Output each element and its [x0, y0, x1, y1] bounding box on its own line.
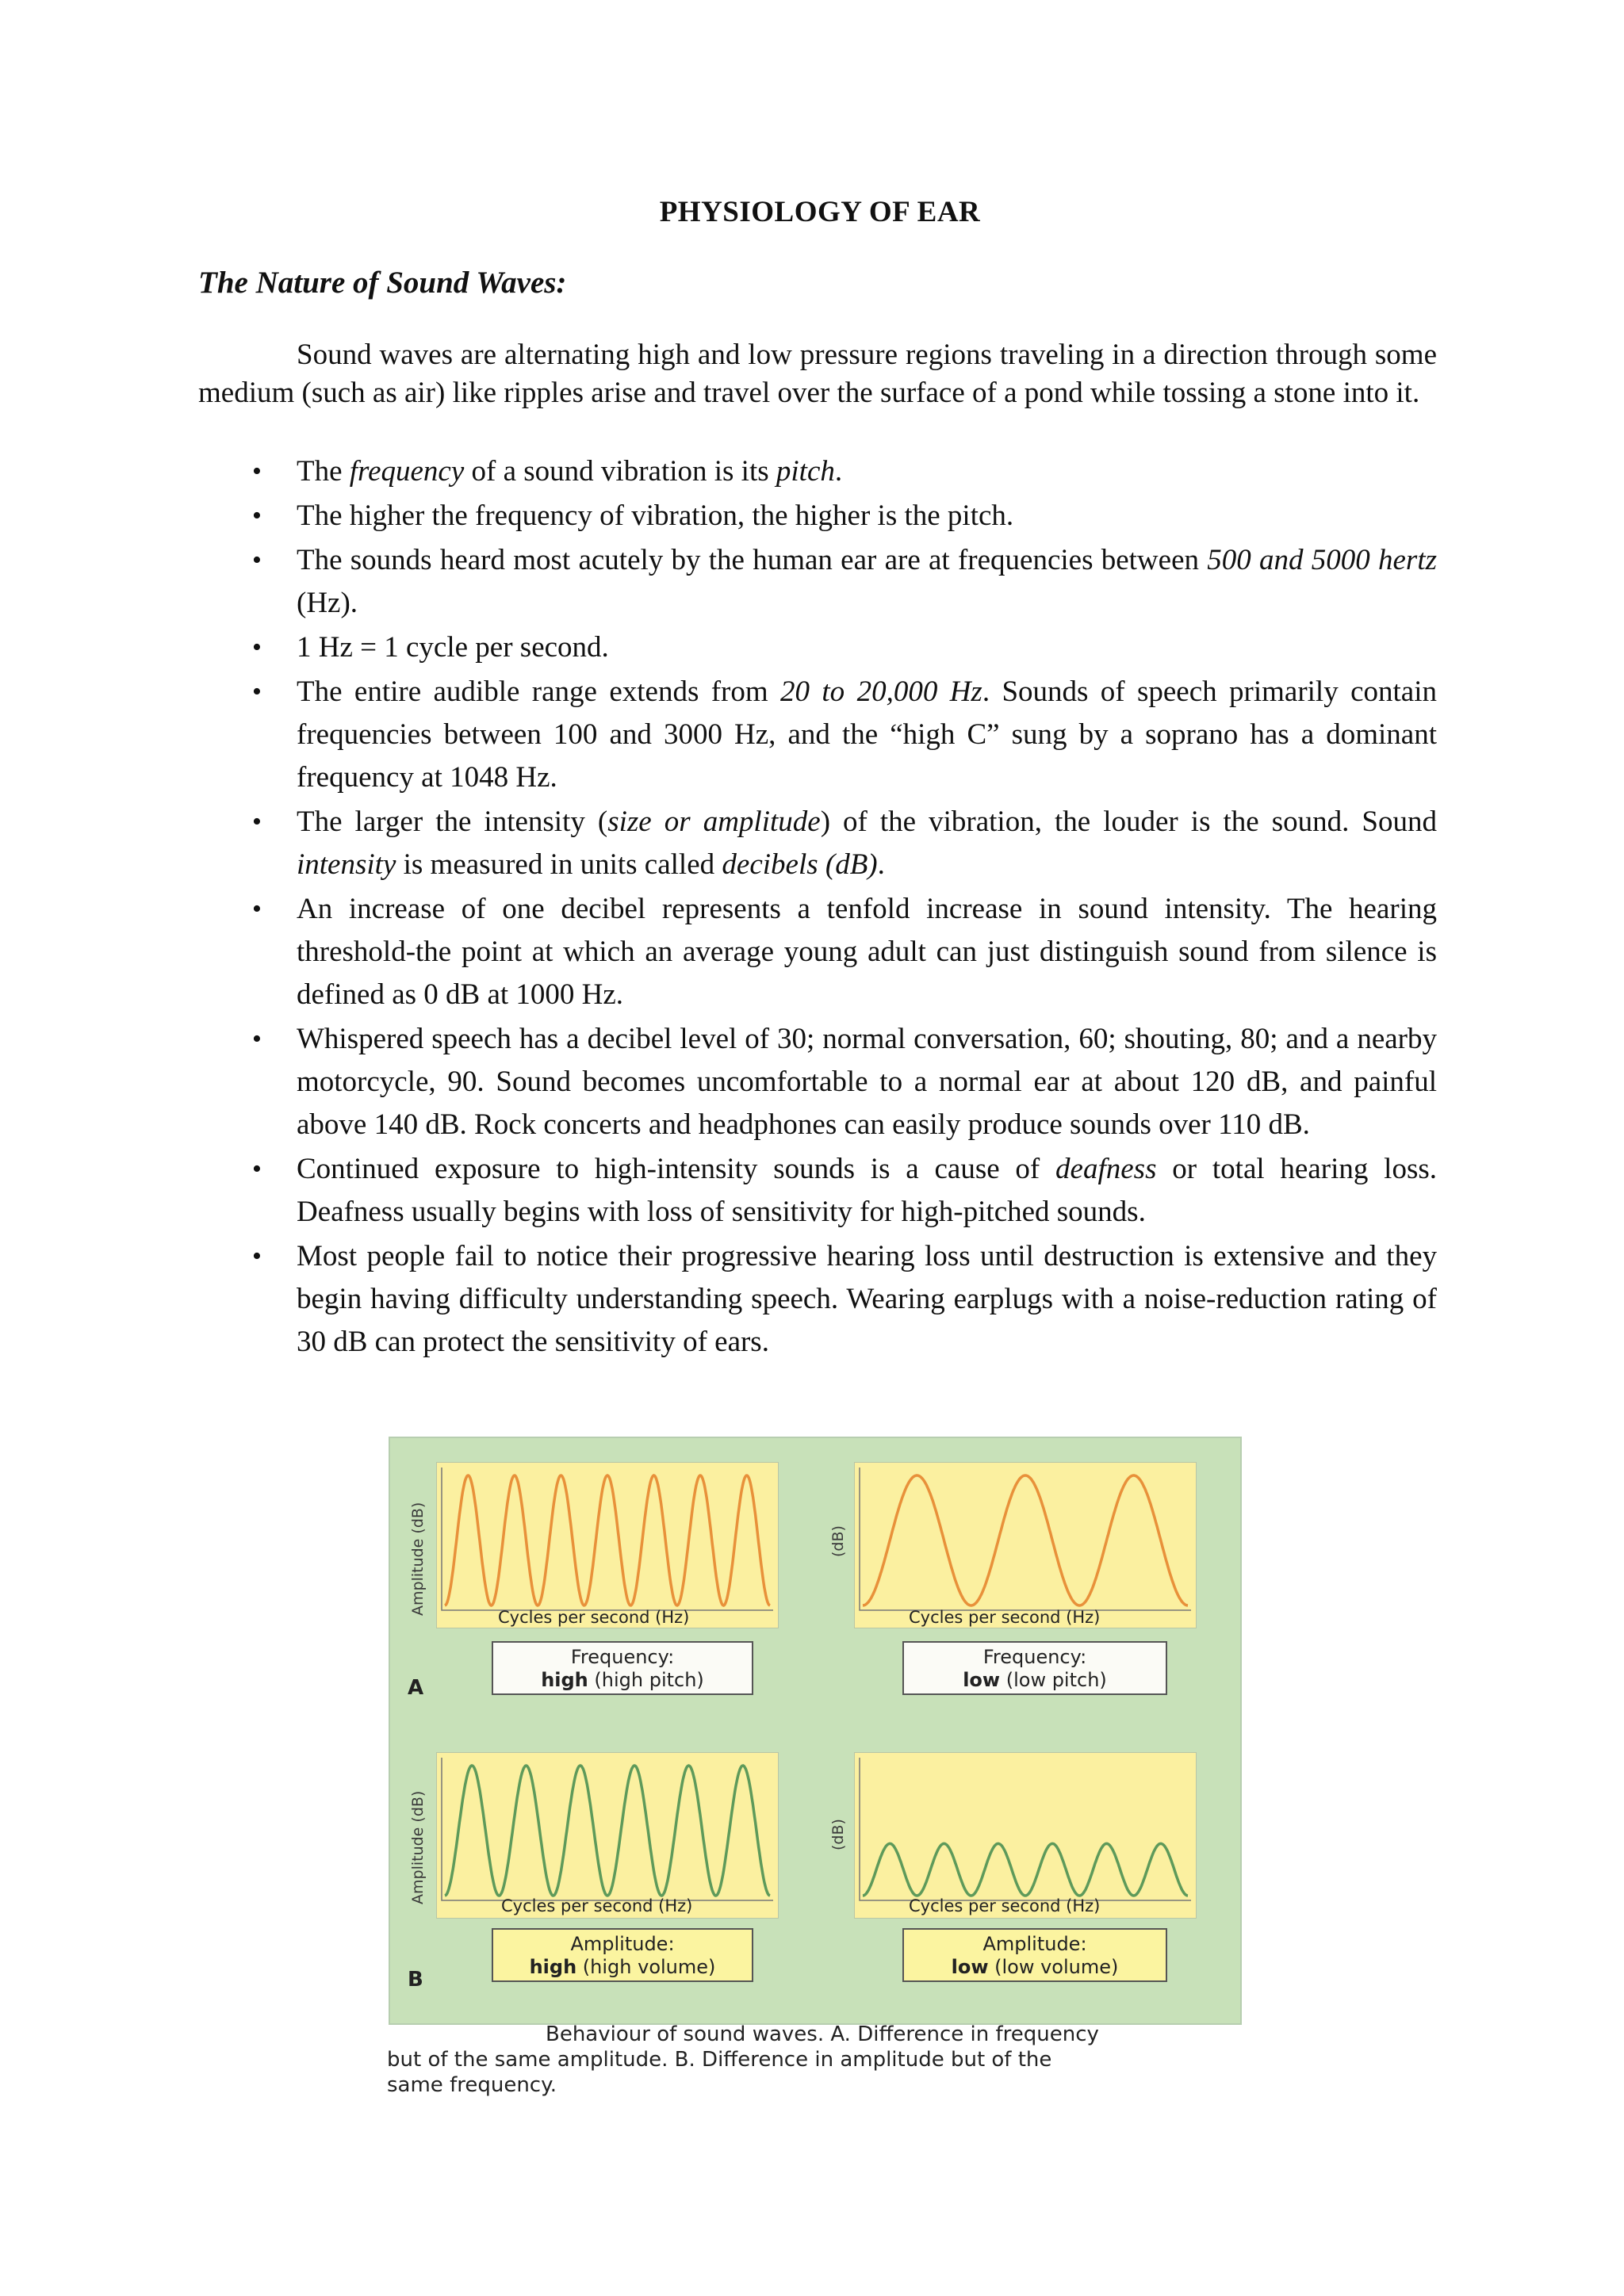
x-axis-label: Cycles per second (Hz) — [909, 1608, 1101, 1627]
caption-box-frequency-low: Frequency: low (low pitch) — [902, 1641, 1167, 1695]
page-title: PHYSIOLOGY OF EAR — [659, 196, 981, 228]
bullet-item: • The higher the frequency of vibration, the higher is the pitch. — [198, 495, 1437, 538]
plot-background — [855, 1753, 1196, 1918]
caption-box-amplitude-high: Amplitude: high (high volume) — [492, 1928, 753, 1982]
x-axis-label: Cycles per second (Hz) — [501, 1896, 693, 1915]
panel-letter-a: A — [408, 1676, 424, 1700]
wave-plot — [855, 1463, 1196, 1628]
section-heading: The Nature of Sound Waves: — [198, 266, 567, 300]
wave-panel-high-amplitude — [436, 1752, 779, 1919]
panel-letter-b: B — [408, 1968, 423, 1992]
caption-box-frequency-high: Frequency: high (high pitch) — [492, 1641, 753, 1695]
y-axis-label: (dB) — [829, 1819, 847, 1850]
caption-box-amplitude-low: Amplitude: low (low volume) — [902, 1928, 1167, 1982]
wave-plot — [855, 1753, 1196, 1918]
bullet-item: • An increase of one decibel represents a tenfold increase in sound intensity. The hearing threshold-the point at which an average young adult can just distinguish sound from silence is defined as 0 dB at 1000 Hz. — [198, 888, 1437, 1016]
bullet-item: • Most people fail to notice their progressive hearing loss until destruction is extensive and they begin having difficulty understanding speech. Wearing earplugs with a noise-reduction rating of 30 dB can protect the sensitivity of ears. — [198, 1235, 1437, 1364]
bullet-item: • Whispered speech has a decibel level of 30; normal conversation, 60; shouting, 80; and a nearby motorcycle, 90. Sound becomes uncomfortable to a normal ear at about 120 dB, and painful above 140 dB. Rock concerts and headphones can easily produce sounds over 110 dB. — [198, 1018, 1437, 1146]
plot-background — [437, 1753, 778, 1918]
figure-caption: Behaviour of sound waves. A. Difference in frequency but of the same amplitude. B. Difference in amplitude but of the same frequency. — [387, 2022, 1099, 2097]
bullet-item: • The entire audible range extends from 20 to 20,000 Hz. Sounds of speech primarily contain frequencies between 100 and 3000 Hz, and the “high C” sung by a soprano has a dominant frequency at 1048 Hz. — [198, 671, 1437, 799]
bullet-item: • 1 Hz = 1 cycle per second. — [198, 626, 1437, 669]
y-axis-label: Amplitude (dB) — [409, 1502, 427, 1616]
intro-paragraph: Sound waves are alternating high and low pressure regions traveling in a direction through some medium (such as air) like ripples arise and travel over the surface of a pond while tossing a stone into it. — [198, 339, 1437, 409]
wave-panel-low-frequency — [854, 1462, 1197, 1628]
wave-panel-low-amplitude — [854, 1752, 1197, 1919]
bullet-item: • The frequency of a sound vibration is its pitch. — [198, 450, 1437, 493]
bullet-list — [198, 450, 1437, 1365]
bullet-item: • Continued exposure to high-intensity sounds is a cause of deafness or total hearing loss. Deafness usually begins with loss of sensitivity for high-pitched sounds. — [198, 1148, 1437, 1234]
wave-plot — [437, 1753, 778, 1918]
y-axis-label: (dB) — [829, 1525, 847, 1557]
bullet-item: • The sounds heard most acutely by the human ear are at frequencies between 500 and 5000 hertz (Hz). — [198, 539, 1437, 625]
x-axis-label: Cycles per second (Hz) — [909, 1896, 1101, 1915]
y-axis-label: Amplitude (dB) — [409, 1790, 427, 1904]
wave-panel-high-frequency — [436, 1462, 779, 1628]
bullet-item: • The larger the intensity (size or amplitude) of the vibration, the louder is the sound. Sound intensity is measured in units called decibels (dB). — [198, 801, 1437, 886]
x-axis-label: Cycles per second (Hz) — [498, 1608, 690, 1627]
sound-wave-figure — [389, 1437, 1242, 2025]
wave-plot — [437, 1463, 778, 1628]
